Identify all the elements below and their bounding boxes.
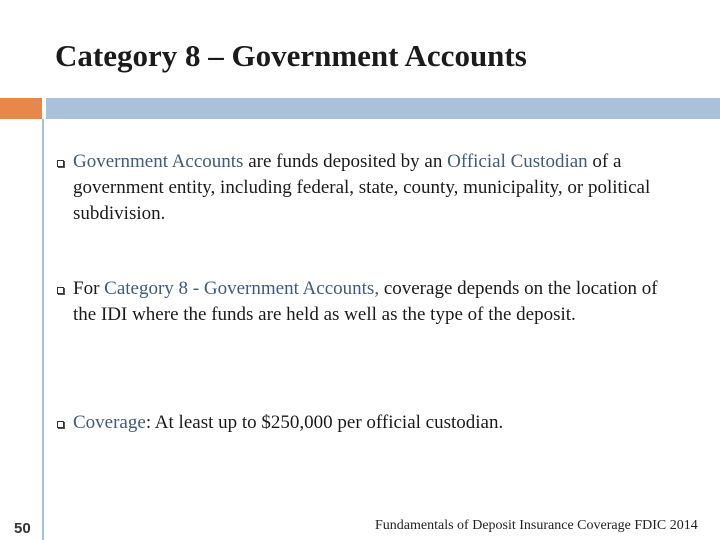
term-category-8: Category 8 - Government Accounts, bbox=[104, 278, 380, 299]
term-coverage: Coverage bbox=[73, 412, 146, 433]
square-bullet-icon bbox=[57, 421, 64, 428]
bullet-text: are funds deposited by an bbox=[243, 151, 448, 172]
page-number: 50 bbox=[14, 520, 31, 537]
bullet-item-3 bbox=[73, 410, 673, 436]
term-official-custodian: Official Custodian bbox=[447, 151, 588, 172]
accent-bar-orange bbox=[0, 98, 42, 119]
accent-bar-blue bbox=[46, 98, 720, 119]
slide-title: Category 8 – Government Accounts bbox=[55, 38, 527, 73]
bullet-item-1 bbox=[73, 149, 683, 227]
bullet-item-2 bbox=[73, 276, 673, 328]
bullet-text: : At least up to $250,000 per official custodian. bbox=[145, 412, 504, 433]
square-bullet-icon bbox=[57, 287, 64, 294]
left-rule bbox=[42, 119, 44, 540]
footer-text: Fundamentals of Deposit Insurance Coverage FDIC 2014 bbox=[375, 518, 698, 533]
square-bullet-icon bbox=[57, 160, 64, 167]
term-government-accounts: Government Accounts bbox=[73, 151, 244, 172]
bullet-prefix: For bbox=[73, 278, 105, 299]
bullet-text: of a government entity, including federal, state, county, municipality, or political subdivision. bbox=[73, 151, 651, 224]
bullet-text: coverage depends on the location of the IDI where the funds are held as well as the type of the deposit. bbox=[73, 278, 658, 325]
